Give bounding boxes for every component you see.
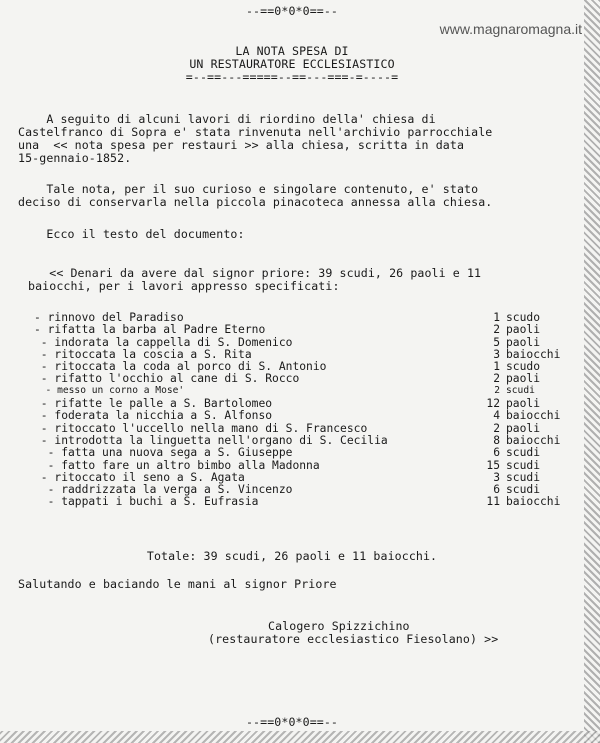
expense-row <box>30 409 561 423</box>
expense-unit: paoli <box>506 421 541 435</box>
title-line-1: LA NOTA SPESA DI <box>235 44 349 58</box>
expense-row <box>30 422 550 434</box>
expense-row <box>30 311 550 323</box>
para2-line-2: deciso di conservarla nella piccola pinacoteca annessa alla chiesa. <box>18 195 493 209</box>
expense-description: - rinnovo del Paradiso <box>34 311 184 324</box>
expense-unit: scudi <box>506 470 541 484</box>
expense-description: - rifatto l'occhio al cane di S. Rocco <box>34 372 300 386</box>
expense-row <box>30 323 550 335</box>
expense-row <box>30 483 550 495</box>
expense-description: - foderata la nicchia a S. Alfonso <box>34 409 273 423</box>
expense-quantity: 11 <box>486 495 500 509</box>
expense-quantity: 6 <box>493 483 500 497</box>
expense-row <box>30 336 550 348</box>
signature-name: Calogero Spizzichino <box>268 619 410 633</box>
expense-description: - ritoccato l'uccello nella mano di S. Francesco <box>34 421 368 435</box>
intro-line-3: una << nota spesa per restauri >> alla chiesa, scritta in data <box>18 138 465 152</box>
expense-unit: scudo <box>506 360 541 374</box>
expense-quantity: 15 <box>486 458 500 472</box>
quote-line-1: << Denari da avere dal signor priore: 39 scudi, 26 paoli e 11 <box>28 266 482 280</box>
expense-description: - ritoccato il seno a S. Agata <box>34 470 245 484</box>
expense-description: - rifatte le palle a S. Bartolomeo <box>34 397 273 411</box>
expense-unit: scudi <box>506 458 541 472</box>
expense-quantity: 6 <box>493 446 500 460</box>
expense-quantity: 1 <box>493 311 500 324</box>
expense-row <box>30 372 550 384</box>
hatched-border-right <box>584 0 600 743</box>
expense-quantity: 3 <box>493 347 500 361</box>
expense-quantity: 2 <box>494 384 500 396</box>
title-underline: =--==---=====--==---===-=----= <box>185 70 399 84</box>
expense-row <box>30 471 550 483</box>
expense-quantity: 12 <box>486 397 500 411</box>
expense-description: - messo un corno a Mose' <box>34 384 185 396</box>
expense-unit: paoli <box>506 323 541 337</box>
expense-unit: baiocchi <box>506 495 561 509</box>
expense-description: - indorata la cappella di S. Domenico <box>34 335 293 349</box>
expense-unit: baiocchi <box>506 409 561 423</box>
expense-row <box>30 360 550 372</box>
total-line: Totale: 39 scudi, 26 paoli e 11 baiocchi. <box>146 549 438 563</box>
top-ornament: --==0*0*0==-- <box>245 4 339 18</box>
expense-description: - raddrizzata la verga a S. Vincenzo <box>34 483 293 497</box>
expense-quantity: 2 <box>493 323 500 337</box>
intro-line-1: A seguito di alcuni lavori di riordino della' chiesa di <box>18 112 436 126</box>
expense-quantity: 1 <box>493 360 500 374</box>
para3-line: Ecco il testo del documento: <box>18 227 245 241</box>
expense-description: - ritoccata la coscia a S. Rita <box>34 347 252 361</box>
expense-row <box>30 495 561 509</box>
expense-quantity: 8 <box>493 433 500 447</box>
expense-unit: paoli <box>506 372 541 386</box>
quote-line-2: baiocchi, per i lavori appresso specificati: <box>28 279 340 293</box>
expense-unit: scudo <box>506 311 541 324</box>
expense-unit: scudi <box>506 483 541 497</box>
expense-description: - fatto fare un altro bimbo alla Madonna <box>34 458 320 472</box>
expense-description: - tappati i buchi a S. Eufrasia <box>34 495 259 509</box>
expense-unit: baiocchi <box>506 347 561 361</box>
expense-row <box>30 397 550 409</box>
para2-line-1: Tale nota, per il suo curioso e singolare contenuto, e' stato <box>18 182 479 196</box>
expense-row <box>30 459 550 471</box>
expense-quantity: 2 <box>493 421 500 435</box>
closing-line: Salutando e baciando le mani al signor Priore <box>18 577 337 591</box>
expense-row <box>30 433 561 447</box>
expense-unit: paoli <box>506 397 541 411</box>
expense-description: - introdotta la linguetta nell'organo di S. Cecilia <box>34 433 388 447</box>
expense-description: - fatta una nuova sega a S. Giuseppe <box>34 446 293 460</box>
expense-unit: scudi <box>506 384 535 396</box>
expense-description: - ritoccata la coda al porco di S. Antonio <box>34 360 327 374</box>
hatched-border-bottom <box>0 731 600 743</box>
intro-line-2: Castelfranco di Sopra e' stata rinvenuta nell'archivio parrocchiale <box>18 125 493 139</box>
title-line-2: UN RESTAURATORE ECCLESIASTICO <box>189 57 395 71</box>
expense-row <box>30 446 550 458</box>
expense-unit: paoli <box>506 335 541 349</box>
expense-description: - rifatta la barba al Padre Eterno <box>34 323 266 337</box>
expense-quantity: 3 <box>493 470 500 484</box>
signature-role: (restauratore ecclesiastico Fiesolano) >> <box>208 632 499 646</box>
expense-quantity: 4 <box>493 409 500 423</box>
intro-line-4: 15-gennaio-1852. <box>18 151 132 165</box>
watermark: www.magnaromagna.it <box>439 21 582 37</box>
expense-row <box>30 347 561 361</box>
expense-unit: scudi <box>506 446 541 460</box>
expense-list <box>30 311 561 509</box>
expense-unit: baiocchi <box>506 433 561 447</box>
expense-quantity: 5 <box>493 335 500 349</box>
expense-quantity: 2 <box>493 372 500 386</box>
bottom-ornament: --==0*0*0==-- <box>245 715 339 729</box>
expense-row <box>30 385 550 397</box>
